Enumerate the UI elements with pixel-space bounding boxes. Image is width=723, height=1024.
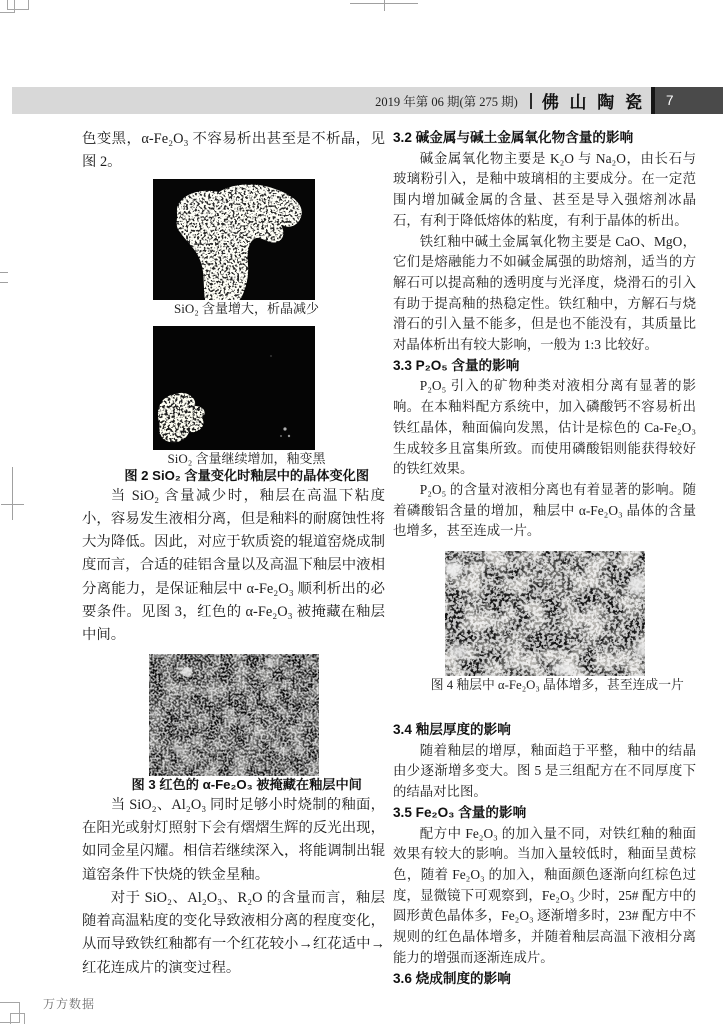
section-3-5-paragraph-1: 配方中 Fe₂O₃ 的加入量不同，对铁红釉的釉面效果有较大的影响。当加入量较低时，釉面呈黄棕色，随着 Fe₂O₃ 的加入，釉面颜色逐渐向红棕色过度，显微镜下可观察到，Fe₂O₃ 少时，25# 配方中的圆形黄色晶体多，Fe₂O₃ 逐渐增多时，23# 配方中不规则的红色晶体增多，并随着釉层高温下液相分离能力的增强而逐渐连成片。: [393, 825, 696, 965]
paragraph-sio2-effect: 当 SiO₂ 含量减少时，釉层在高温下粘度小，容易发生液相分离，但是釉料的耐腐蚀性将大为降低。因此，对应于软质瓷的辊道窑烧成制度而言，合适的硅铝含量以及高温下釉层中液相分离能力，是保证釉层中 α-Fe₂O₃ 顺利析出的必要条件。见图 3，红色的 α-Fe₂O₃ 被掩藏在釉层中间。: [82, 487, 385, 644]
right-column: [393, 128, 696, 989]
page-number-box: [655, 87, 723, 114]
figure4-title: 图 4 釉层中 α-Fe₂O₃ 晶体增多，甚至连成一片: [430, 678, 684, 693]
left-column: [82, 128, 385, 980]
edge-tick-upper: [0, 272, 8, 273]
crop-mark-bottom-left-inner: [10, 1013, 25, 1024]
header-separator: [530, 93, 532, 109]
intro-paragraph: 色变黑，α-Fe₂O₃ 不容易析出甚至是不析晶，见图 2。: [82, 131, 385, 171]
figure2-top-caption: SiO₂ 含量增大，析晶减少: [173, 300, 319, 316]
issue-info: 2019 年第 06 期(第 275 期): [375, 94, 518, 109]
figure4-micrograph: [445, 551, 645, 676]
registration-cross-top-v: [384, 0, 385, 11]
section-3-6-heading: 3.6 烧成制度的影响: [393, 970, 511, 986]
section-3-3-paragraph-1: P₂O₅ 引入的矿物种类对液相分离有显著的影响。在本釉料配方系统中，加入磷酸钙不容易析出铁红晶体，釉面偏向发黑，估计是棕色的 Ca-Fe₂O₃ 生成较多且富集所致。而使用磷酸铝则能获得较好的铁红效果。: [393, 378, 696, 477]
registration-cross-left-v: [12, 467, 13, 520]
section-3-2-paragraph-1: 碱金属氧化物主要是 K₂O 与 Na₂O，由长石与玻璃粉引入，是釉中玻璃相的主要成分。在一定范围内增加碱金属的含量、甚至是导入强熔剂冰晶石，有利于降低熔体的粘度，有利于晶体的析出。: [393, 150, 696, 228]
header-bar: [12, 87, 651, 114]
section-3-3-paragraph-2: P₂O₅ 的含量对液相分离也有着显著的影响。随着磷酸铝含量的增加，釉层中 α-Fe₂O₃ 晶体的含量也增多，甚至连成一片。: [393, 481, 696, 539]
edge-tick-lower: [0, 282, 8, 283]
section-3-4-heading: 3.4 釉层厚度的影响: [393, 722, 511, 738]
section-3-2-heading: 3.2 碱金属与碱土金属氧化物含量的影响: [393, 130, 634, 145]
crop-mark-top-left-inner: [7, 0, 29, 10]
figure2-title: 图 2 SiO₂ 含量变化时釉层中的晶体变化图: [124, 467, 370, 483]
figure3-title: 图 3 红色的 α-Fe₂O₃ 被掩藏在釉层中间: [131, 776, 362, 792]
section-3-5-heading: 3.5 Fe₂O₃ 含量的影响: [393, 804, 527, 820]
page-number: 7: [666, 93, 674, 108]
figure2-bottom-micrograph: [153, 326, 315, 450]
figure2-bottom-caption: SiO₂ 含量继续增加，釉变黑: [167, 450, 326, 466]
section-3-2-paragraph-2: 铁红釉中碱土金属氧化物主要是 CaO、MgO，它们是熔融能力不如碱金属强的助熔剂，适当的方解石可以提高釉的透明度与光泽度，烧滑石的引入有助于提高釉的热稳定性。铁红釉中，方解石与烧滑石的引入量不能多，但是也不能没有，其质量比对晶体析出有较大影响，一般为 1:3 比较好。: [393, 233, 696, 353]
section-3-3-heading: 3.3 P₂O₅ 含量的影响: [393, 357, 520, 373]
journal-title: 佛 山 陶 瓷: [541, 93, 645, 112]
section-3-4-paragraph-1: 随着釉层的增厚，釉面趋于平整，釉中的结晶由少逐渐增多变大。图 5 是三组配方在不同厚度下的结晶对比图。: [393, 742, 696, 800]
figure3-micrograph: [149, 654, 319, 776]
paragraph-gold-star: 当 SiO₂、Al₂O₃ 同时足够小时烧制的釉面，在阳光或射灯照射下会有熠熠生辉的反光出现，如同金星闪耀。相信若继续深入，将能调制出辊道窑条件下快烧的铁金星釉。: [82, 796, 385, 883]
figure2-top-micrograph: [153, 179, 315, 300]
wanfang-watermark: 万方数据: [43, 997, 96, 1011]
paragraph-evolution: 对于 SiO₂、Al₂O₃、R₂O 的含量而言，釉层随着高温粘度的变化导致液相分离的程度变化，从而导致铁红釉都有一个红花较小→红花适中→红花连成片的演变过程。: [82, 889, 385, 976]
registration-cross-left-h: [1, 504, 24, 505]
